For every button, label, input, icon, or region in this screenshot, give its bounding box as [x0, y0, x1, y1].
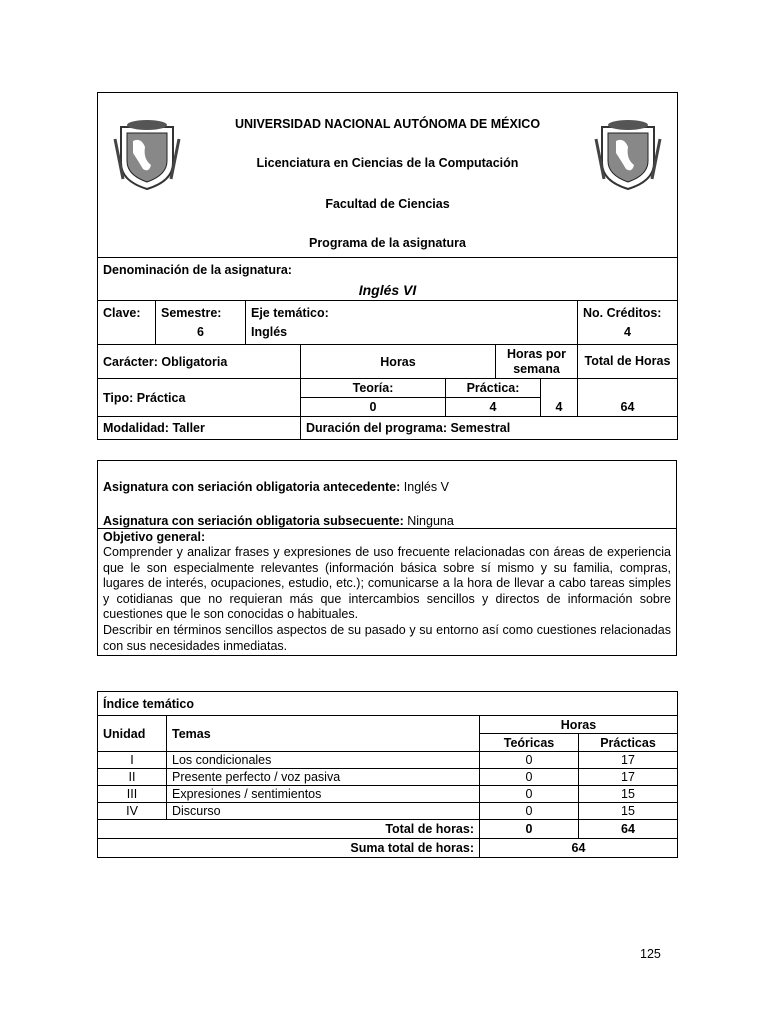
unidad-cell: IV [98, 803, 167, 820]
seriacion-objetivo-table [97, 460, 677, 656]
suma-total-value: 64 [480, 839, 678, 858]
course-name-label: Denominación de la asignatura: [103, 263, 292, 277]
objetivo-paragraph-1: Comprender y analizar frases y expresiones de uso frecuente relacionadas con áreas de experiencia que le son especialmente relevantes (información básica sobre sí mismo y su familia, compras, lugares de interés, ocupaciones, estudio, etc.); comunicarse a la hora de llevar a cabo tareas simples y cotidianas que no requieran más que intercambios sencillos y directos de información sobre cuestiones que le son conocidas o habituales. [103, 545, 671, 622]
total-horas-header: Total de Horas [578, 345, 678, 379]
suma-total-label: Suma total de horas: [98, 839, 480, 858]
faculty-name: Facultad de Ciencias [325, 197, 450, 211]
teoricas-cell: 0 [480, 803, 579, 820]
total-practicas: 64 [579, 820, 678, 839]
clave-cell [98, 301, 156, 345]
semestre-label: Semestre: [161, 306, 222, 320]
tipo-cell: Tipo: Práctica [98, 379, 301, 417]
practicas-cell: 17 [579, 752, 678, 769]
practicas-cell: 15 [579, 803, 678, 820]
teoricas-cell: 0 [480, 769, 579, 786]
col-practicas-header: Prácticas [579, 734, 678, 752]
eje-cell [246, 301, 578, 345]
eje-value: Inglés [251, 325, 288, 339]
col-unidad-header: Unidad [98, 716, 167, 752]
tema-cell: Los condicionales [167, 752, 480, 769]
seriacion-antecedente [103, 480, 671, 494]
creditos-cell [578, 301, 678, 345]
header-block [98, 93, 678, 258]
subsecuente-value: Ninguna [407, 514, 454, 528]
table-row [98, 803, 678, 820]
teoria-label: Teoría: [301, 379, 446, 398]
horas-semana-header: Horas por semana [496, 345, 578, 379]
col-temas-header: Temas [167, 716, 480, 752]
seriacion-subsecuente [103, 514, 671, 528]
caracter-cell: Carácter: Obligatoria [98, 345, 301, 379]
eje-label: Eje temático: [251, 306, 329, 320]
seriacion-cell [98, 461, 677, 529]
tema-cell: Discurso [167, 803, 480, 820]
practica-value: 4 [446, 398, 541, 417]
course-info-table [97, 92, 678, 440]
horas-header: Horas [301, 345, 496, 379]
total-horas-label: Total de horas: [98, 820, 480, 839]
tema-cell: Presente perfecto / voz pasiva [167, 769, 480, 786]
teoria-value: 0 [301, 398, 446, 417]
practicas-cell: 17 [579, 769, 678, 786]
page-number: 125 [640, 947, 661, 961]
duracion-cell: Duración del programa: Semestral [301, 417, 678, 440]
course-name: Inglés VI [358, 282, 417, 298]
unidad-cell: III [98, 786, 167, 803]
unidad-cell: II [98, 769, 167, 786]
course-name-cell [98, 258, 678, 301]
table-row [98, 752, 678, 769]
clave-label: Clave: [103, 306, 141, 320]
practicas-cell: 15 [579, 786, 678, 803]
semestre-value: 6 [197, 325, 204, 339]
antecedente-label: Asignatura con seriación obligatoria antecedente: [103, 480, 401, 494]
horas-semana-value: 4 [541, 379, 578, 417]
teoricas-cell: 0 [480, 786, 579, 803]
objetivo-paragraph-2: Describir en términos sencillos aspectos de su pasado y su entorno así como cuestiones relacionadas con sus necesidades inmediatas. [103, 622, 671, 653]
document-title: Programa de la asignatura [308, 236, 466, 250]
indice-title: Índice temático [98, 692, 678, 716]
tema-cell: Expresiones / sentimientos [167, 786, 480, 803]
objetivo-label: Objetivo general: [103, 530, 206, 544]
antecedente-value: Inglés V [403, 480, 449, 494]
indice-tematico-table [97, 691, 678, 858]
teoricas-cell: 0 [480, 752, 579, 769]
objetivo-cell [98, 529, 677, 656]
col-teoricas-header: Teóricas [480, 734, 579, 752]
total-teoricas: 0 [480, 820, 579, 839]
modalidad-cell: Modalidad: Taller [98, 417, 301, 440]
semestre-cell [156, 301, 246, 345]
table-row [98, 786, 678, 803]
total-horas-value: 64 [578, 379, 678, 417]
subsecuente-label: Asignatura con seriación obligatoria subsecuente: [103, 514, 404, 528]
university-name: UNIVERSIDAD NACIONAL AUTÓNOMA DE MÉXICO [234, 117, 541, 131]
creditos-label: No. Créditos: [583, 306, 662, 320]
program-name: Licenciatura en Ciencias de la Computación [256, 156, 519, 170]
col-horas-header: Horas [480, 716, 678, 734]
creditos-value: 4 [624, 325, 631, 339]
practica-label: Práctica: [446, 379, 541, 398]
table-row [98, 769, 678, 786]
unidad-cell: I [98, 752, 167, 769]
